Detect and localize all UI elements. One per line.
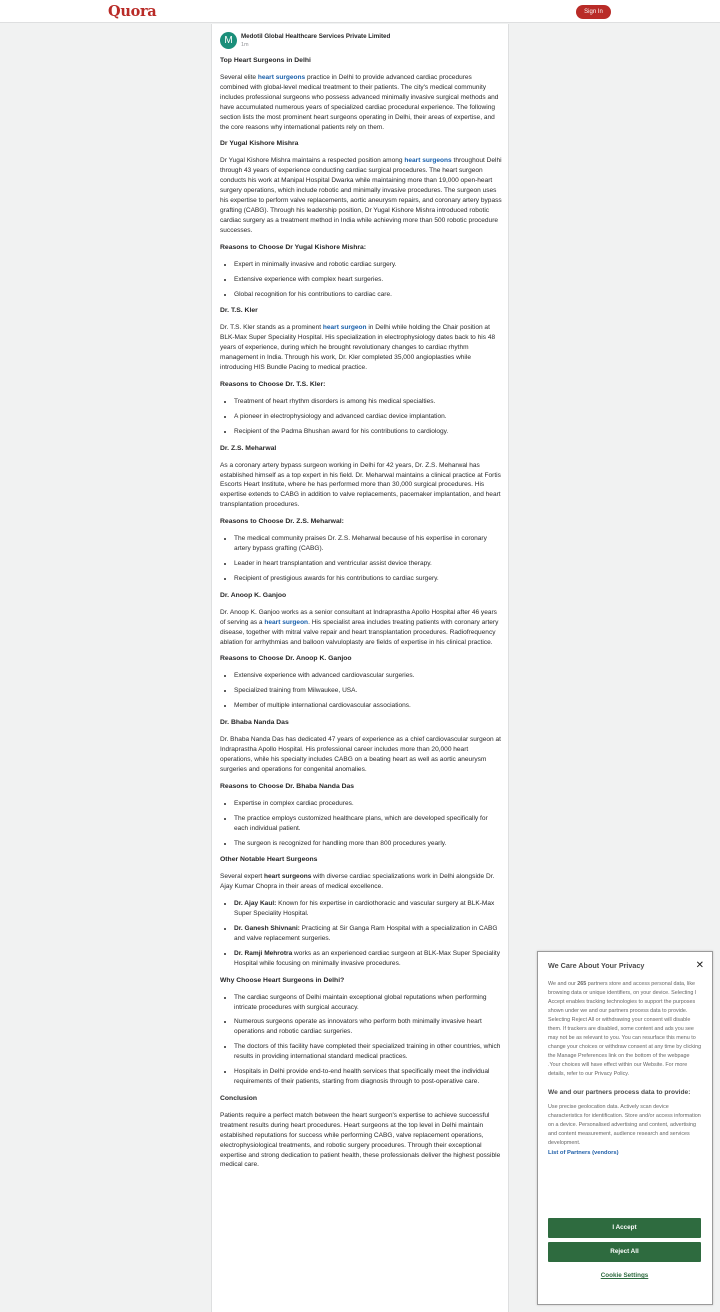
reasons-heading: Reasons to Choose Dr Yugal Kishore Mishra:: [220, 243, 367, 251]
answer-content: [220, 56, 502, 1170]
list-item: • The cardiac surgeons of Delhi maintain exceptional global reputations when performing intricate procedures with surgical accuracy.: [234, 993, 502, 1013]
privacy-title: We Care About Your Privacy: [548, 961, 645, 970]
answer-card: [211, 24, 509, 1312]
partners-link[interactable]: List of Partners (vendors): [548, 1149, 619, 1156]
list-item: • Numerous surgeons operate as innovators who perform both minimally invasive heart operations and robotic cardiac surgeries.: [234, 1017, 502, 1037]
list-item: • Extensive experience with complex heart surgeries.: [234, 275, 502, 285]
privacy-subheading: We and our partners process data to provide:: [548, 1089, 691, 1096]
section-heading: Dr. Bhaba Nanda Das: [220, 719, 289, 727]
list-item: • The doctors of this facility have completed their specialized training in other countries, which results in providing international standard medical practices.: [234, 1042, 502, 1062]
section-paragraph: Dr. Anoop K. Ganjoo works as a senior consultant at Indraprastha Apollo Hospital after 46 years of serving as a heart surgeon. His specialist area includes treating patients with coronary artery disease, together with mitral valve repair and heart transplantation procedures. Radiofrequency ablation for arrhythmias and balloon valvuloplasty are fields of expertise in his clinical practice.: [220, 608, 499, 646]
other-surgeons-list: [234, 899, 502, 968]
list-item: • Dr. Ganesh Shivnani: Practicing at Sir Ganga Ram Hospital with a specialization in CABG and valve replacement surgeries.: [234, 924, 502, 944]
section-paragraph: Dr. T.S. Kler stands as a prominent heart surgeon in Delhi while holding the Chair position at BLK-Max Super Speciality Hospital. His specialization in electrophysiology dates back to his 48 years of experience, during which he brought revolutionary changes to cardiac rhythm management in India. Through his work, Dr. Kler completed 35,000 angioplasties while introducing HIS Bundle Pacing to medical practice.: [220, 324, 496, 372]
avatar[interactable]: M: [220, 32, 237, 49]
list-item: • Dr. Ajay Kaul: Known for his expertise in cardiothoracic and vascular surgery at BLK-Max Super Speciality Hospital.: [234, 899, 502, 919]
intro-paragraph: Several elite heart surgeons practice in Delhi to provide advanced cardiac procedures combined with global-level medical treatment to their patients. The city's medical community includes professional surgeons who possess advanced minimally invasive surgical methods and have accumulated numerous years of specialized cardiac procedural experience. The following section lists the most prominent heart surgeons operating in Delhi, their areas of expertise, and the core reasons why international patients rely on them.: [220, 74, 499, 131]
heart-surgeon-link[interactable]: heart surgeon: [322, 324, 367, 332]
reasons-list: [234, 397, 502, 437]
list-item: • Hospitals in Delhi provide end-to-end health services that specifically meet the individual requirements of their patients, starting from diagnosis through to post-operative care.: [234, 1067, 502, 1087]
heart-surgeons-link[interactable]: heart surgeons: [404, 157, 452, 165]
reasons-heading: Reasons to Choose Dr. T.S. Kler:: [220, 380, 326, 388]
quora-logo[interactable]: Quora: [108, 3, 157, 20]
list-item: • Specialized training from Milwaukee, USA.: [234, 686, 502, 696]
list-item: • Global recognition for his contributions to cardiac care.: [234, 290, 502, 300]
section-heading: Dr Yugal Kishore Mishra: [220, 140, 299, 148]
sign-in-button[interactable]: Sign In: [576, 5, 611, 19]
list-item: • Recipient of the Padma Bhushan award for his contributions to cardiology.: [234, 427, 502, 437]
reasons-list: [234, 799, 502, 849]
section-heading: Dr. T.S. Kler: [220, 307, 258, 315]
why-list: [234, 993, 502, 1087]
reasons-list: [234, 671, 502, 711]
post-timestamp[interactable]: 1m: [241, 42, 249, 48]
list-item: • Member of multiple international cardiovascular associations.: [234, 701, 502, 711]
privacy-description: We and our 265 partners store and access personal data, like browsing data or unique identifiers, on your device. Selecting I Accept enables tracking technologies to support the purposes shown under we and our partners process data to provide. Selecting Reject All or withdrawing your consent will disable them. If trackers are disabled, some content and ads you see may not be as relevant to you. You can resurface this menu to change your choices or withdraw consent at any time by clicking the Manage Preferences link on the bottom of the webpage .Your choices will have effect within our Website. For more details, refer to our Privacy Policy.: [548, 981, 702, 1077]
list-item: • The practice employs customized healthcare plans, which are developed specifically for each individual patient.: [234, 814, 502, 834]
accept-button[interactable]: I Accept: [548, 1218, 701, 1238]
reasons-heading: Reasons to Choose Dr. Bhaba Nanda Das: [220, 782, 355, 790]
section-paragraph: Dr. Bhaba Nanda Das has dedicated 47 years of experience as a chief cardiovascular surgeon at Indraprastha Apollo Hospital. His professional career includes more than 20,000 heart operations, while his specialty includes CABG on a beating heart as well as aortic aneurysm surgeries and operations for congenital anomalies.: [220, 736, 501, 773]
reasons-list: [234, 260, 502, 300]
author-name[interactable]: Medotil Global Healthcare Services Private Limited: [241, 33, 391, 40]
reasons-list: [234, 534, 502, 584]
section-heading: Dr. Anoop K. Ganjoo: [220, 591, 287, 599]
privacy-purposes: Use precise geolocation data. Actively scan device characteristics for identification. Store and/or access information on a device. Personalised advertising and content, advertising and content measurement, audience research and services development.: [548, 1103, 701, 1146]
section-paragraph: Several expert heart surgeons with diverse cardiac specializations work in Delhi alongside Dr. Ajay Kumar Chopra in their areas of medical excellence.: [220, 873, 495, 891]
reasons-heading: Reasons to Choose Dr. Anoop K. Ganjoo: [220, 655, 352, 663]
list-item: • Extensive experience with advanced cardiovascular surgeries.: [234, 671, 502, 681]
section-paragraph: As a coronary artery bypass surgeon working in Delhi for 42 years, Dr. Z.S. Meharwal has established himself as a top expert in his field. Dr. Meharwal maintains a clinical practice at Fortis Escorts Heart Institute, where he has performed more than 30,000 surgical procedures. His expertise extends to CABG in addition to valve replacements, pacemaker implantation, and heart transplantation procedures.: [220, 461, 501, 509]
close-icon[interactable]: ✕: [695, 960, 704, 971]
privacy-dialog: [537, 951, 713, 1305]
list-item: • Treatment of heart rhythm disorders is among his medical specialties.: [234, 397, 502, 407]
section-heading: Conclusion: [220, 1094, 258, 1102]
list-item: • Dr. Ramji Mehrotra works as an experienced cardiac surgeon at BLK-Max Super Speciality Hospital while focusing on minimally invasive procedures.: [234, 949, 502, 969]
list-item: • The medical community praises Dr. Z.S. Meharwal because of his expertise in coronary artery bypass grafting (CABG).: [234, 534, 502, 554]
author-block: [220, 31, 500, 51]
reasons-heading: Reasons to Choose Dr. Z.S. Meharwal:: [220, 518, 344, 526]
heart-surgeon-link[interactable]: heart surgeon: [264, 618, 309, 626]
top-header: [0, 0, 720, 23]
cookie-settings-link[interactable]: Cookie Settings: [600, 1272, 649, 1279]
list-item: • Leader in heart transplantation and ventricular assist device therapy.: [234, 559, 502, 569]
list-item: • A pioneer in electrophysiology and advanced cardiac device implantation.: [234, 412, 502, 422]
list-item: • Recipient of prestigious awards for his contributions to cardiac surgery.: [234, 574, 502, 584]
section-heading: Why Choose Heart Surgeons in Delhi?: [220, 976, 345, 984]
reject-all-button[interactable]: Reject All: [548, 1242, 701, 1262]
list-item: • Expert in minimally invasive and robotic cardiac surgery.: [234, 260, 502, 270]
section-paragraph: Patients require a perfect match between the heart surgeon's expertise to achieve successful treatment results during heart procedures. Heart surgeons at the top level in Delhi maintain established reputations for success while performing CABG, valve replacement operations, electrophysiological treatments, and robotic surgery procedures. Through their exceptional expertise and strong dedication to patient health, these professionals deliver the highest possible medical care.: [220, 1111, 501, 1169]
section-heading: Other Notable Heart Surgeons: [220, 856, 318, 864]
section-heading: Dr. Z.S. Meharwal: [220, 444, 277, 452]
heart-surgeons-link[interactable]: heart surgeons: [257, 74, 306, 81]
section-paragraph: Dr Yugal Kishore Mishra maintains a respected position among heart surgeons throughout Delhi through 43 years of experience conducting cardiac surgical procedures. The heart surgeon conducts his work at Manipal Hospital Dwarka while maintaining more than 19,000 open-heart surgery operations, which include robotic and minimally invasive procedures. The surgeon uses his expertise to perform valve replacements, aortic aneurysm repairs, and coronary artery bypass grafting (CABG). Through his leadership position, Dr Yugal Kishore Mishra introduced robotic cardiac surgery as a treatment method in India while achieving more than 500 robotic procedure successes.: [220, 157, 502, 234]
list-item: • Expertise in complex cardiac procedures.: [234, 799, 502, 809]
post-title: Top Heart Surgeons in Delhi: [220, 57, 311, 64]
list-item: • The surgeon is recognized for handling more than 800 procedures yearly.: [234, 839, 502, 849]
